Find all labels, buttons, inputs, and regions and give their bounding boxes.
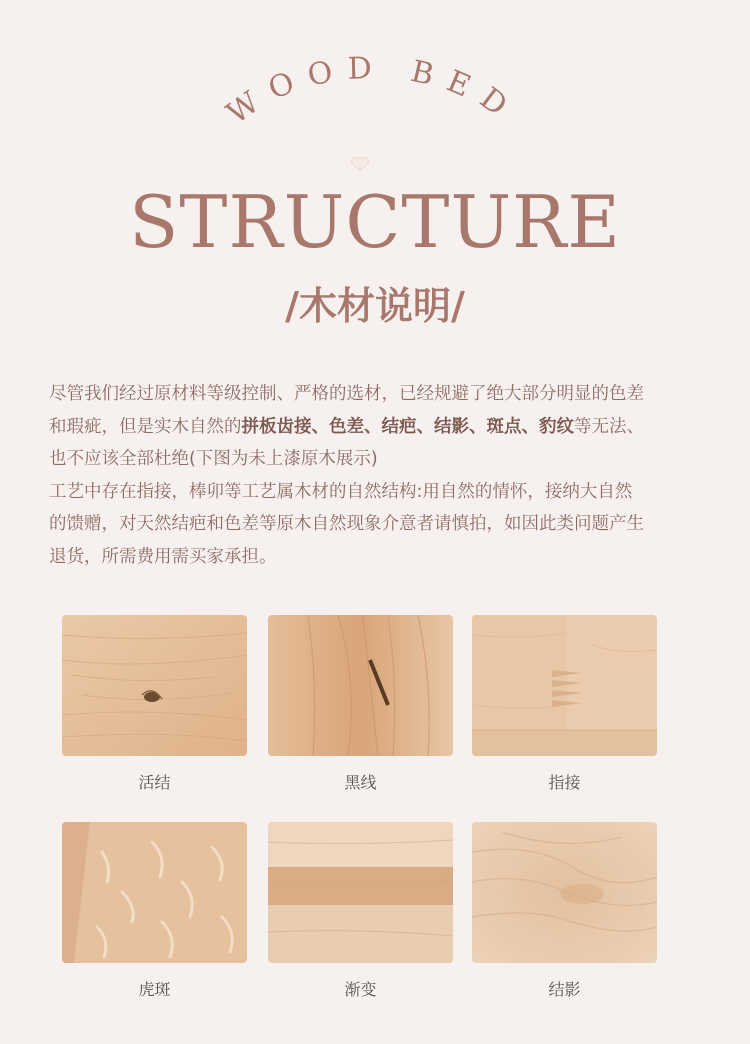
sample-label: 黑线 (344, 773, 377, 792)
desc-line: 退货，所需费用需买家承担。 (49, 546, 277, 567)
svg-text:WOOD BED (221, 51, 525, 132)
sample-label: 指接 (548, 773, 581, 792)
diamond-icon (350, 157, 370, 171)
sample-image-gradient (268, 822, 453, 963)
sample-image-live-knot (62, 615, 247, 756)
arc-text: WOOD BED (220, 50, 525, 132)
desc-line (49, 411, 709, 444)
sample-image-black-line (268, 615, 453, 756)
desc-line: 尽管我们经过原材料等级控制、严格的选材，已经规避了绝大部分明显的色差 (49, 384, 644, 404)
desc-text: 等无法、 (574, 416, 644, 437)
page-subtitle: /木材说明/ (285, 284, 465, 328)
desc-bold-text: 拼板齿接、色差、结疤、结影、斑点、豹纹 (241, 416, 574, 437)
desc-line: 工艺中存在指接，棒卯等工艺属木材的自然结构:用自然的情怀，接纳大自然 (49, 481, 633, 502)
sample-image-tiger-stripe (62, 822, 247, 963)
sample-image-knot-shadow (472, 822, 657, 963)
sample-image-finger-joint (472, 615, 657, 756)
desc-line: 也不应该全部杜绝(下图为未上漆原木展示) (49, 449, 378, 470)
desc-text: 和瑕疵，但是实木自然的 (49, 416, 242, 437)
sample-label: 结影 (548, 980, 581, 999)
page-title: STRUCTURE (129, 180, 621, 264)
desc-line: 的馈赠，对天然结疤和色差等原木自然现象介意者请慎拍，如因此类问题产生 (49, 514, 644, 535)
sample-label: 渐变 (344, 980, 377, 999)
description (49, 378, 709, 574)
sample-label: 虎斑 (138, 980, 171, 999)
sample-label: 活结 (138, 773, 171, 792)
